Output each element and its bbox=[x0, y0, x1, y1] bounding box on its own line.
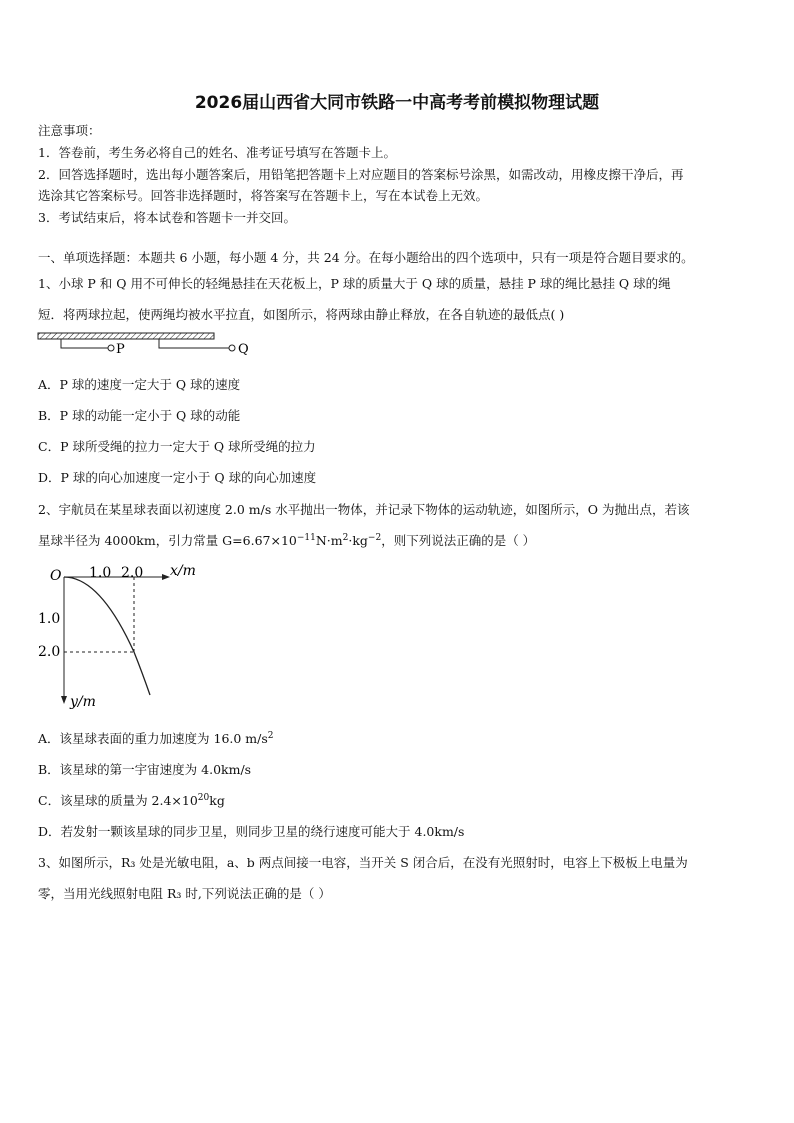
notice-item: 1．答卷前，考生务必将自己的姓名、准考证号填写在答题卡上。 bbox=[38, 145, 396, 160]
exponent: −2 bbox=[367, 532, 382, 543]
label-p: P bbox=[116, 342, 125, 357]
question-1-stem: 1、小球 P 和 Q 用不可伸长的轻绳悬挂在天花板上，P 球的质量大于 Q 球的质量，悬挂 P 球的绳比悬挂 Q 球的绳 bbox=[38, 276, 671, 291]
question-2-stem: 2、宇航员在某星球表面以初速度 2.0 m/s 水平抛出一物体，并记录下物体的运动轨迹，如图所示，O 为抛出点，若该 bbox=[38, 502, 690, 517]
notice-item: 选涂其它答案标号。回答非选择题时，将答案写在答题卡上，写在本试卷上无效。 bbox=[38, 188, 489, 203]
option-text: C．该星球的质量为 2.4×10 bbox=[38, 793, 198, 808]
option-c: C．P 球所受绳的拉力一定大于 Q 球所受绳的拉力 bbox=[38, 439, 316, 454]
question-3-stem: 零，当用光线照射电阻 R₃ 时,下列说法正确的是（ ） bbox=[38, 886, 331, 901]
stem-text: 星球半径为 4000km，引力常量 G=6.67×10 bbox=[38, 533, 297, 548]
exponent: 20 bbox=[197, 792, 210, 803]
notice-item: 3．考试结束后，将本试卷和答题卡一并交回。 bbox=[38, 210, 296, 225]
option-a: A．P 球的速度一定大于 Q 球的速度 bbox=[38, 377, 241, 392]
origin-label: O bbox=[50, 568, 62, 584]
rope-q bbox=[159, 339, 229, 348]
y-tick-label: 1.0 bbox=[38, 611, 61, 627]
ball-p bbox=[108, 345, 114, 351]
rope-p bbox=[61, 339, 108, 348]
exponent: 2 bbox=[342, 532, 349, 543]
trajectory-graph bbox=[30, 560, 210, 710]
question-2-stem bbox=[38, 531, 535, 549]
option-b bbox=[38, 760, 251, 778]
option-a bbox=[38, 729, 274, 747]
section-heading: 一、单项选择题：本题共 6 小题，每小题 4 分，共 24 分。在每小题给出的四个选项中，只有一项是符合题目要求的。 bbox=[38, 250, 694, 265]
option-d bbox=[38, 822, 464, 840]
option-text: A．该星球表面的重力加速度为 16.0 m/s bbox=[38, 731, 268, 746]
y-tick-label: 2.0 bbox=[38, 644, 61, 660]
trajectory-curve bbox=[64, 577, 150, 695]
pendulum-diagram bbox=[36, 331, 266, 359]
option-b: B．P 球的动能一定小于 Q 球的动能 bbox=[38, 408, 241, 423]
y-axis-label: y/m bbox=[70, 694, 96, 710]
stem-text: ·kg bbox=[348, 533, 368, 548]
stem-text: N·m bbox=[315, 533, 343, 548]
ball-q bbox=[229, 345, 235, 351]
question-3-stem: 3、如图所示，R₃ 处是光敏电阻，a、b 两点间接一电容，当开关 S 闭合后，在没有光照射时，电容上下极板上电量为 bbox=[38, 855, 688, 870]
ceiling bbox=[38, 333, 214, 339]
stem-text: ，则下列说法正确的是（ ） bbox=[381, 533, 536, 548]
option-c bbox=[38, 791, 225, 809]
y-axis-arrow bbox=[61, 696, 67, 704]
option-text: D．若发射一颗该星球的同步卫星，则同步卫星的绕行速度可能大于 4.0km/s bbox=[38, 824, 465, 839]
label-q: Q bbox=[238, 342, 249, 357]
x-tick-label: 2.0 bbox=[121, 565, 144, 581]
notice-item: 2．回答选择题时，选出每小题答案后，用铅笔把答题卡上对应题目的答案标号涂黑，如需改动，用橡皮擦干净后，再 bbox=[38, 167, 684, 182]
exponent: −11 bbox=[296, 532, 316, 543]
notice-heading: 注意事项： bbox=[38, 123, 101, 138]
question-1-stem: 短．将两球拉起，使两绳均被水平拉直，如图所示，将两球由静止释放，在各自轨迹的最低点( ) bbox=[38, 307, 565, 322]
option-d: D．P 球的向心加速度一定小于 Q 球的向心加速度 bbox=[38, 470, 317, 485]
exponent: 2 bbox=[267, 730, 274, 741]
option-text: B．该星球的第一宇宙速度为 4.0km/s bbox=[38, 762, 252, 777]
page-title: 2026届山西省大同市铁路一中高考考前模拟物理试题 bbox=[194, 93, 600, 113]
x-axis-arrow bbox=[162, 574, 170, 580]
x-tick-label: 1.0 bbox=[89, 565, 112, 581]
x-axis-label: x/m bbox=[170, 563, 196, 579]
option-text: kg bbox=[209, 793, 225, 808]
